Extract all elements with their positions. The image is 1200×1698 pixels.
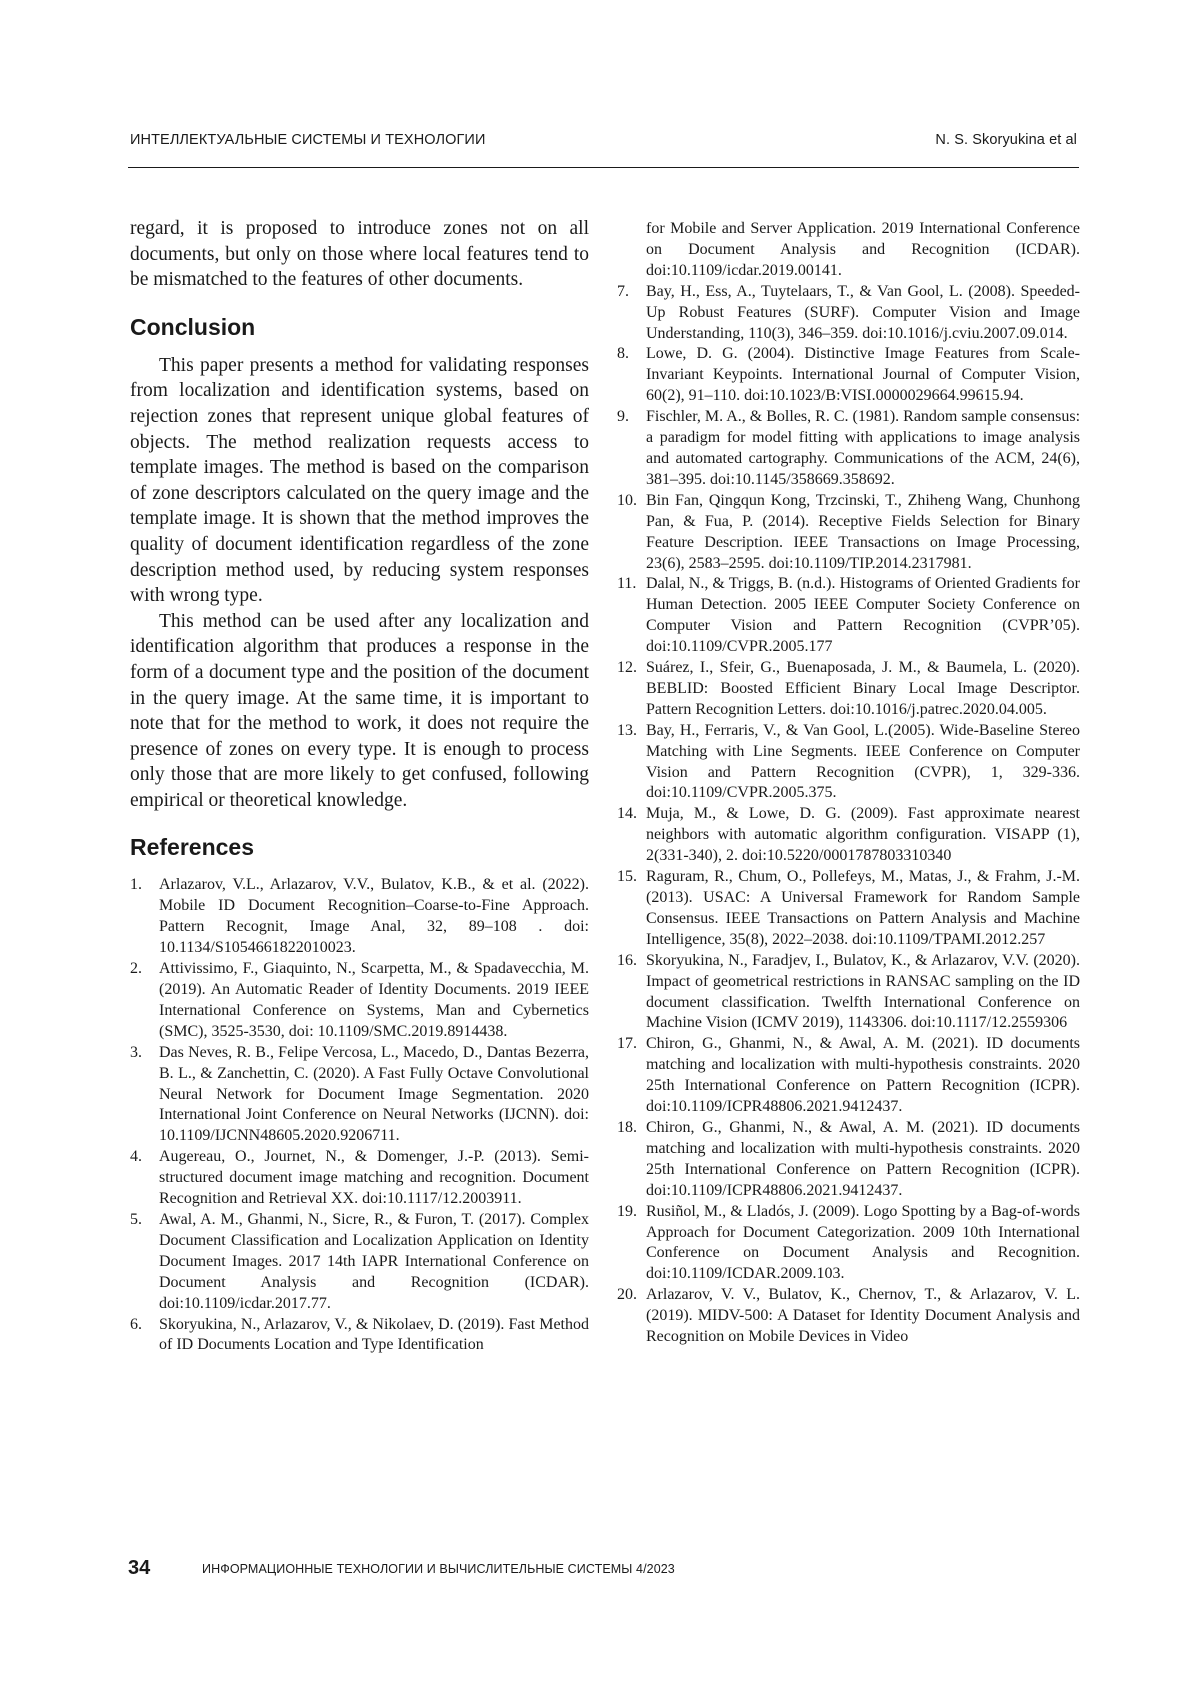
- reference-number: 4.: [130, 1147, 142, 1168]
- left-column: [130, 216, 589, 1356]
- conclusion-paragraph-1: This paper presents a method for validating responses from localization and identification systems, based on rejection zones that represent unique global features of objects. The method realization requests access to template images. The method is based on the comparison of zone descriptors calculated on the query image and the template image. It is shown that the method improves the quality of document identification regardless of the zone description method used, by reducing system responses with wrong type.: [130, 353, 589, 609]
- reference-item: [617, 1202, 1080, 1286]
- references-list-left: [130, 875, 589, 1356]
- footer-journal-title: ИНФОРМАЦИОННЫЕ ТЕХНОЛОГИИ И ВЫЧИСЛИТЕЛЬНЫЕ СИСТЕМЫ 4/2023: [202, 1562, 675, 1576]
- reference-item: [617, 951, 1080, 1035]
- reference-number: 14.: [617, 804, 637, 825]
- reference-text: Lowe, D. G. (2004). Distinctive Image Features from Scale-Invariant Keypoints. International Journal of Computer Vision, 60(2), 91–110. doi:10.1023/B:VISI.0000029664.99615.94.: [646, 345, 1080, 404]
- conclusion-heading: Conclusion: [130, 313, 589, 341]
- reference-number: 9.: [617, 407, 629, 428]
- reference-item: [617, 721, 1080, 805]
- reference-text: Rusiñol, M., & Lladós, J. (2009). Logo Spotting by a Bag-of-words Approach for Document Categorization. 2009 10th International Conference on Document Analysis and Recognition. doi:10.1109/ICDAR.2009.103.: [646, 1203, 1080, 1283]
- reference-text: Arlazarov, V.L., Arlazarov, V.V., Bulatov, K.B., & et al. (2022). Mobile ID Document Recognition–Coarse-to-Fine Approach. Pattern Recognit, Image Anal, 32, 89–108 . doi: 10.1134/S1054661822010023.: [159, 876, 589, 956]
- reference-item: [617, 867, 1080, 951]
- running-header: [128, 128, 1079, 168]
- references-list-right: [617, 219, 1080, 1348]
- reference-item: [617, 658, 1080, 721]
- references-heading: References: [130, 833, 589, 861]
- reference-number: 12.: [617, 658, 637, 679]
- reference-text: Augereau, O., Journet, N., & Domenger, J.-P. (2013). Semi-structured document image matching and recognition. Document Recognition and Retrieval XX. doi:10.1117/12.2003911.: [159, 1148, 589, 1207]
- reference-item: [617, 344, 1080, 407]
- reference-item: [130, 1043, 589, 1148]
- reference-text: Chiron, G., Ghanmi, N., & Awal, A. M. (2021). ID documents matching and localization with multi-hypothesis constraints. 2020 25th International Conference on Pattern Recognition (ICPR). doi:10.1109/ICPR48806.2021.9412437.: [646, 1119, 1080, 1199]
- reference-item: [130, 1315, 589, 1357]
- reference-text: Bay, H., Ferraris, V., & Van Gool, L.(2005). Wide-Baseline Stereo Matching with Line Segments. IEEE Conference on Computer Vision and Pattern Recognition (CVPR), 1, 329-336. doi:10.1109/CVPR.2005.375.: [646, 722, 1080, 802]
- reference-text: Chiron, G., Ghanmi, N., & Awal, A. M. (2021). ID documents matching and localization with multi-hypothesis constraints. 2020 25th International Conference on Pattern Recognition (ICPR). doi:10.1109/ICPR48806.2021.9412437.: [646, 1035, 1080, 1115]
- reference-number: 11.: [617, 574, 636, 595]
- reference-item: [130, 959, 589, 1043]
- reference-number: 16.: [617, 951, 637, 972]
- reference-number: 15.: [617, 867, 637, 888]
- reference-number: 18.: [617, 1118, 637, 1139]
- reference-text: Skoryukina, N., Faradjev, I., Bulatov, K., & Arlazarov, V.V. (2020). Impact of geometrical restrictions in RANSAC sampling on the ID document classification. Twelfth International Conference on Machine Vision (ICMV 2019), 1143306. doi:10.1117/12.2559306: [646, 952, 1080, 1032]
- reference-item: [130, 875, 589, 959]
- header-authors: N. S. Skoryukina et al: [935, 132, 1077, 148]
- reference-number: 20.: [617, 1285, 637, 1306]
- page-footer: [128, 1557, 1079, 1587]
- reference-number: 6.: [130, 1315, 142, 1336]
- reference-number: 7.: [617, 282, 629, 303]
- reference-item: [617, 407, 1080, 491]
- reference-text: Muja, M., & Lowe, D. G. (2009). Fast approximate nearest neighbors with automatic algorithm configuration. VISAPP (1), 2(331-340), 2. doi:10.5220/0001787803310340: [646, 805, 1080, 864]
- reference-item: [617, 574, 1080, 658]
- header-rule: [128, 167, 1079, 168]
- reference-number: 1.: [130, 875, 142, 896]
- reference-item: [617, 1034, 1080, 1118]
- reference-text: Skoryukina, N., Arlazarov, V., & Nikolaev, D. (2019). Fast Method of ID Documents Location and Type Identification: [159, 1316, 589, 1354]
- page-number: 34: [128, 1557, 150, 1580]
- right-column: [617, 219, 1080, 1348]
- reference-text: Attivissimo, F., Giaquinto, N., Scarpetta, M., & Spadavecchia, M. (2019). An Automatic Reader of Identity Documents. 2019 IEEE International Conference on Systems, Man and Cybernetics (SMC), 3525-3530, doi: 10.1109/SMC.2019.8914438.: [159, 960, 589, 1040]
- reference-text: Bay, H., Ess, A., Tuytelaars, T., & Van Gool, L. (2008). Speeded-Up Robust Features (SURF). Computer Vision and Image Understanding, 110(3), 346–359. doi:10.1016/j.cviu.2007.09.014.: [646, 283, 1080, 342]
- reference-number: 13.: [617, 721, 637, 742]
- reference-text: Bin Fan, Qingqun Kong, Trzcinski, T., Zhiheng Wang, Chunhong Pan, & Fua, P. (2014). Receptive Fields Selection for Binary Feature Description. IEEE Transactions on Image Processing, 23(6), 2583–2595. doi:10.1109/TIP.2014.2317981.: [646, 492, 1080, 572]
- reference-number: 3.: [130, 1043, 142, 1064]
- reference-number: 8.: [617, 344, 629, 365]
- reference-text: Das Neves, R. B., Felipe Vercosa, L., Macedo, D., Dantas Bezerra, B. L., & Zanchettin, C. (2020). A Fast Fully Octave Convolutional Neural Network for Document Image Segmentation. 2020 International Joint Conference on Neural Networks (IJCNN). doi: 10.1109/IJCNN48605.2020.9206711.: [159, 1044, 589, 1145]
- reference-text: for Mobile and Server Application. 2019 International Conference on Document Analysis and Recognition (ICDAR). doi:10.1109/icdar.2019.00141.: [646, 220, 1080, 279]
- reference-number: 17.: [617, 1034, 637, 1055]
- reference-item: [617, 1285, 1080, 1348]
- reference-text: Arlazarov, V. V., Bulatov, K., Chernov, T., & Arlazarov, V. L. (2019). MIDV-500: A Dataset for Identity Document Analysis and Recognition on Mobile Devices in Video: [646, 1286, 1080, 1345]
- reference-item: [617, 1118, 1080, 1202]
- reference-number: 5.: [130, 1210, 142, 1231]
- intro-paragraph: regard, it is proposed to introduce zones not on all documents, but only on those where local features tend to be mismatched to the features of other documents.: [130, 216, 589, 293]
- reference-text: Fischler, M. A., & Bolles, R. C. (1981). Random sample consensus: a paradigm for model fitting with applications to image analysis and automated cartography. Communications of the ACM, 24(6), 381–395. doi:10.1145/358669.358692.: [646, 408, 1080, 488]
- reference-text: Suárez, I., Sfeir, G., Buenaposada, J. M., & Baumela, L. (2020). BEBLID: Boosted Efficient Binary Local Image Descriptor. Pattern Recognition Letters. doi:10.1016/j.patrec.2020.04.005.: [646, 659, 1080, 718]
- reference-text: Dalal, N., & Triggs, B. (n.d.). Histograms of Oriented Gradients for Human Detection. 2005 IEEE Computer Society Conference on Computer Vision and Pattern Recognition (CVPR’05). doi:10.1109/CVPR.2005.177: [646, 575, 1080, 655]
- reference-text: Raguram, R., Chum, O., Pollefeys, M., Matas, J., & Frahm, J.-M. (2013). USAC: A Universal Framework for Random Sample Consensus. IEEE Transactions on Pattern Analysis and Machine Intelligence, 35(8), 2022–2038. doi:10.1109/TPAMI.2012.257: [646, 868, 1080, 948]
- reference-item: [130, 1210, 589, 1315]
- reference-number: 10.: [617, 491, 637, 512]
- reference-number: 19.: [617, 1202, 637, 1223]
- reference-item: [617, 491, 1080, 575]
- reference-item: [617, 804, 1080, 867]
- reference-item-continuation: [617, 219, 1080, 282]
- reference-number: 2.: [130, 959, 142, 980]
- reference-item: [130, 1147, 589, 1210]
- conclusion-paragraph-2: This method can be used after any localization and identification algorithm that produces a response in the form of a document type and the position of the document in the query image. At the same time, it is important to note that for the method to work, it does not require the presence of zones on every type. It is enough to process only those that are more likely to get confused, following empirical or theoretical knowledge.: [130, 609, 589, 814]
- header-journal-title: ИНТЕЛЛЕКТУАЛЬНЫЕ СИСТЕМЫ И ТЕХНОЛОГИИ: [130, 132, 485, 148]
- reference-item: [617, 282, 1080, 345]
- reference-text: Awal, A. M., Ghanmi, N., Sicre, R., & Furon, T. (2017). Complex Document Classification and Localization Application on Identity Document Images. 2017 14th IAPR International Conference on Document Analysis and Recognition (ICDAR). doi:10.1109/icdar.2017.77.: [159, 1211, 589, 1312]
